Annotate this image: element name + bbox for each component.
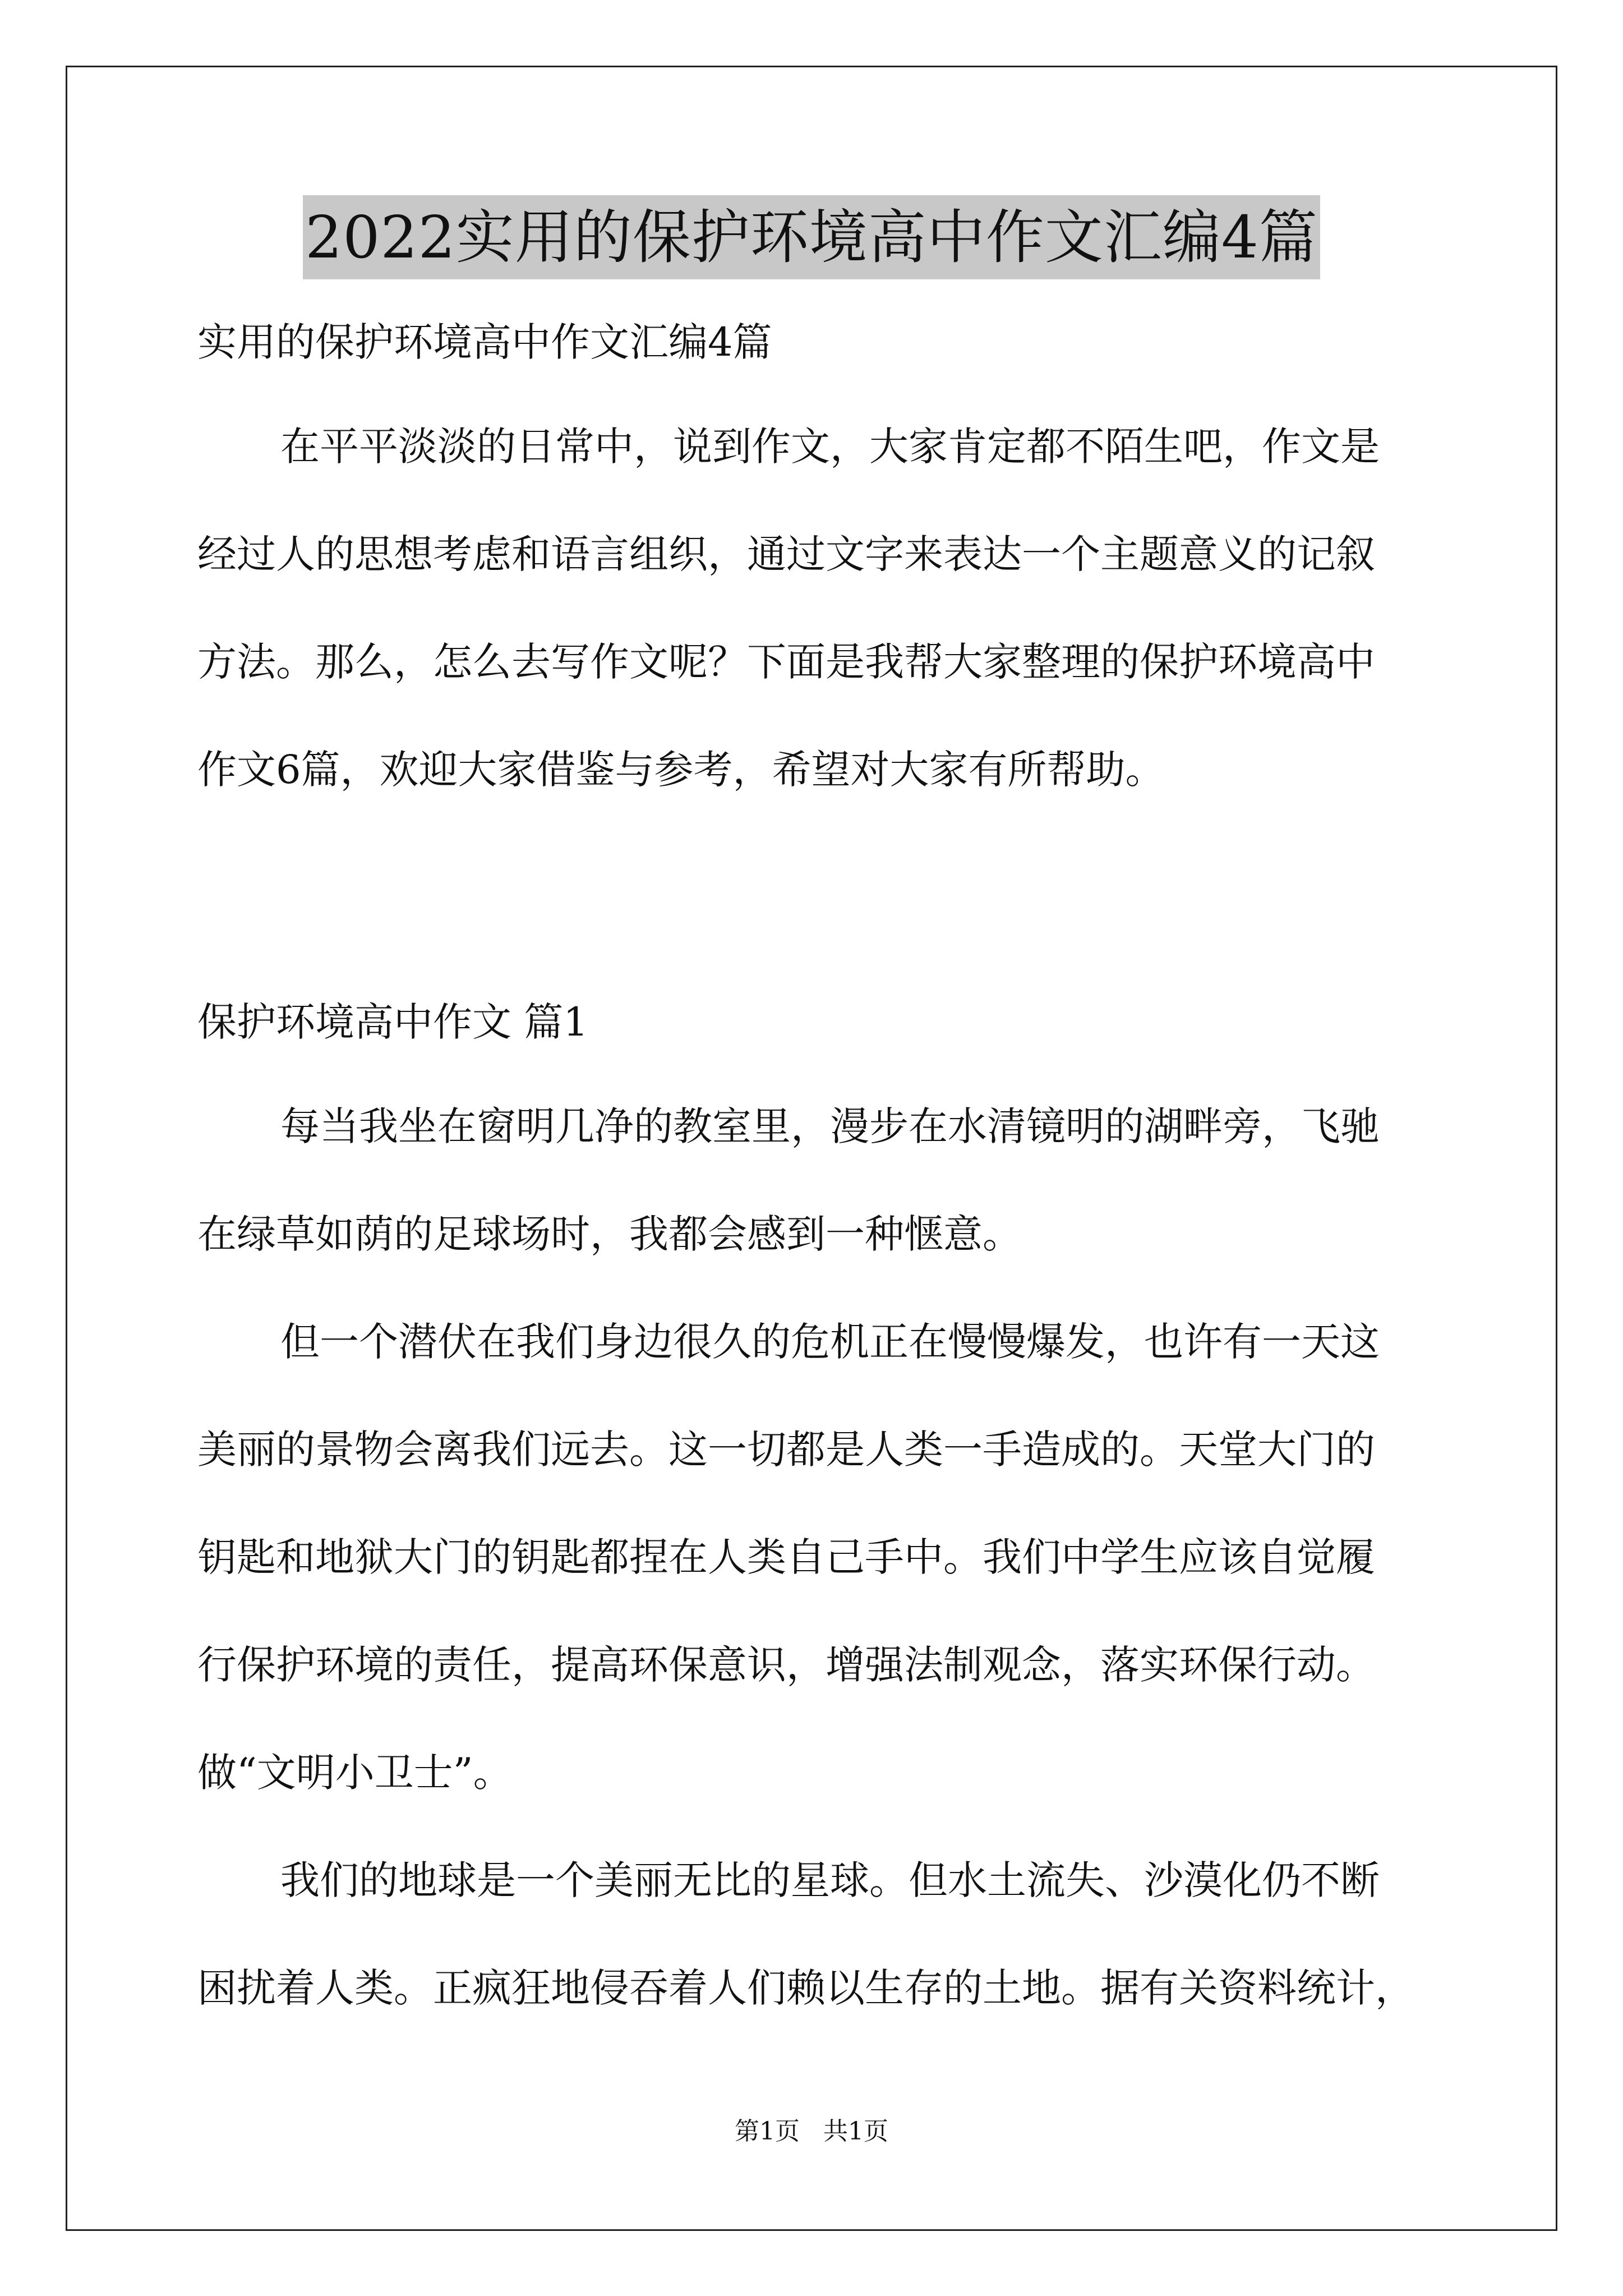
section-heading: 保护环境高中作文 篇1 xyxy=(197,999,588,1045)
body-paragraph xyxy=(197,1073,1431,1288)
title-container xyxy=(0,195,1623,279)
paragraph-line: 钥匙和地狱大门的钥匙都捏在人类自己手中。我们中学生应该自觉履 xyxy=(197,1534,1375,1580)
paragraph-line: 行保护环境的责任，提高环保意识，增强法制观念，落实环保行动。 xyxy=(197,1642,1375,1688)
paragraph-line: 困扰着人类。正疯狂地侵吞着人们赖以生存的土地。据有关资料统计， xyxy=(197,1965,1414,2011)
document-title: 2022实用的保护环境高中作文汇编4篇 xyxy=(303,195,1320,279)
document-subtitle: 实用的保护环境高中作文汇编4篇 xyxy=(197,319,772,365)
paragraph-line: 做“文明小卫士”。 xyxy=(197,1750,513,1796)
body-paragraph xyxy=(197,1826,1431,2042)
paragraph-line: 美丽的景物会离我们远去。这一切都是人类一手造成的。天堂大门的 xyxy=(197,1427,1375,1473)
paragraph-line: 在绿草如荫的足球场时，我都会感到一种惬意。 xyxy=(197,1211,1022,1257)
paragraph-line: 我们的地球是一个美丽无比的星球。但水土流失、沙漠化仍不断 xyxy=(280,1857,1380,1903)
paragraph-line: 方法。那么，怎么去写作文呢？下面是我帮大家整理的保护环境高中 xyxy=(197,639,1375,685)
intro-paragraph xyxy=(197,393,1431,823)
paragraph-line: 但一个潜伏在我们身边很久的危机正在慢慢爆发，也许有一天这 xyxy=(280,1319,1380,1365)
paragraph-line: 在平平淡淡的日常中，说到作文，大家肯定都不陌生吧，作文是 xyxy=(280,424,1380,470)
paragraph-line: 作文6篇，欢迎大家借鉴与参考，希望对大家有所帮助。 xyxy=(197,747,1165,793)
paragraph-line: 每当我坐在窗明几净的教室里，漫步在水清镜明的湖畔旁，飞驰 xyxy=(280,1103,1380,1149)
page-footer: 第1页 共1页 xyxy=(735,2117,888,2146)
body-paragraph xyxy=(197,1288,1431,1826)
paragraph-line: 经过人的思想考虑和语言组织，通过文字来表达一个主题意义的记叙 xyxy=(197,531,1375,577)
